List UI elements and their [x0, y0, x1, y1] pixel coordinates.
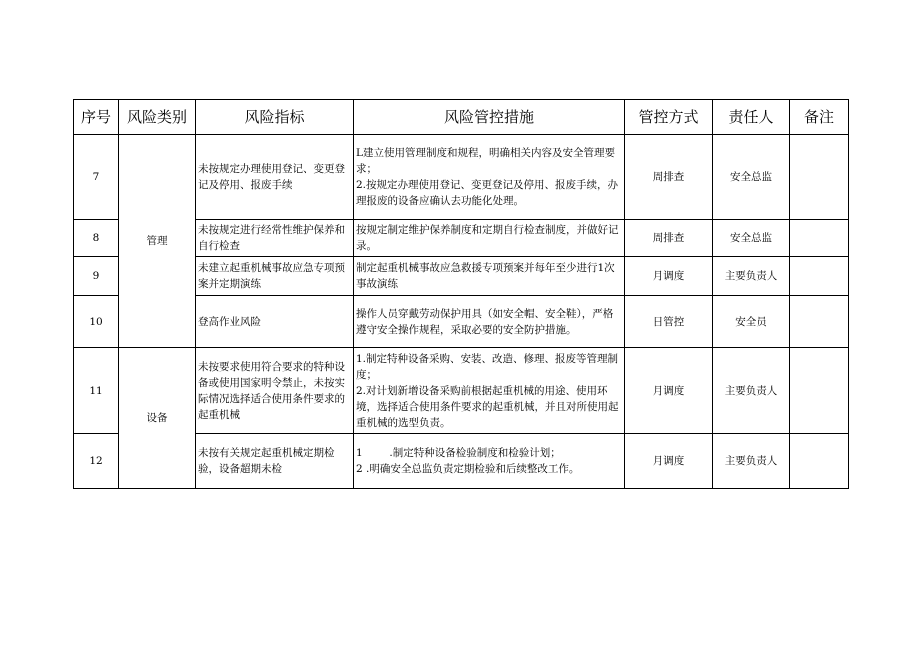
measure-line: 1 .制定特种设备检验制度和检验计划； — [356, 447, 561, 459]
method-cell: 周排查 — [625, 135, 713, 220]
indicator-cell: 未建立起重机械事故应急专项预案并定期演练 — [196, 257, 354, 296]
measures-cell — [354, 135, 625, 220]
owner-cell: 安全总监 — [713, 220, 790, 257]
row-no: 8 — [74, 220, 119, 257]
owner-cell: 安全总监 — [713, 135, 790, 220]
measures-cell — [354, 348, 625, 434]
row-no: 7 — [74, 135, 119, 220]
note-cell — [790, 220, 849, 257]
header-measures: 风险管控措施 — [354, 100, 625, 135]
measures-cell — [354, 257, 625, 296]
indicator-cell: 未按规定进行经常性维护保养和自行检查 — [196, 220, 354, 257]
row-no: 11 — [74, 348, 119, 434]
note-cell — [790, 257, 849, 296]
header-category: 风险类别 — [119, 100, 196, 135]
indicator-cell: 未按有关规定起重机械定期检验，设备超期未检 — [196, 434, 354, 489]
method-cell: 月调度 — [625, 257, 713, 296]
indicator-cell: 登高作业风险 — [196, 296, 354, 348]
measure-line: 2 .明确安全总监负责定期检验和后续整改工作。 — [356, 463, 580, 475]
header-method: 管控方式 — [625, 100, 713, 135]
owner-cell: 主要负责人 — [713, 434, 790, 489]
measures-cell — [354, 220, 625, 257]
owner-cell: 主要负责人 — [713, 348, 790, 434]
row-no: 10 — [74, 296, 119, 348]
measure-line: L建立使用管理制度和规程，明确相关内容及安全管理要求； — [356, 147, 615, 175]
measures-cell — [354, 296, 625, 348]
table-row — [74, 348, 849, 434]
row-no: 12 — [74, 434, 119, 489]
method-cell: 周排查 — [625, 220, 713, 257]
header-indicator: 风险指标 — [196, 100, 354, 135]
measure-line: 1.制定特种设备采购、安装、改造、修理、报废等管理制度； — [356, 352, 619, 381]
note-cell — [790, 135, 849, 220]
measure-line: 2.对计划新增设备采购前根据起重机械的用途、使用环境，选择适合使用条件要求的起重机械，并且对所使用起重机械的选型负责。 — [356, 384, 619, 429]
measure-line: 制定起重机械事故应急救援专项预案并每年至少进行1次事故演练 — [356, 262, 615, 290]
method-cell: 日管控 — [625, 296, 713, 348]
header-row — [74, 100, 849, 135]
owner-cell: 安全员 — [713, 296, 790, 348]
measures-cell — [354, 434, 625, 489]
measure-line: 2.按规定办理使用登记、变更登记及停用、报废手续，办理报废的设备应确认去功能化处理。 — [356, 179, 619, 207]
note-cell — [790, 348, 849, 434]
header-note: 备注 — [790, 100, 849, 135]
method-cell: 月调度 — [625, 348, 713, 434]
table-row — [74, 135, 849, 220]
risk-control-table — [73, 99, 849, 489]
measure-line: 按规定制定维护保养制度和定期自行检查制度，并做好记录。 — [356, 224, 619, 252]
note-cell — [790, 434, 849, 489]
indicator-cell: 未按规定办理使用登记、变更登记及停用、报废手续 — [196, 135, 354, 220]
row-no: 9 — [74, 257, 119, 296]
note-cell — [790, 296, 849, 348]
category-cell: 管理 — [119, 135, 196, 348]
header-owner: 责任人 — [713, 100, 790, 135]
indicator-cell: 未按要求使用符合要求的特种设备或使用国家明令禁止，未按实际情况选择适合使用条件要求的起重机械 — [196, 348, 354, 434]
measure-line: 操作人员穿戴劳动保护用具（如安全帽、安全鞋），严格遵守安全操作规程，采取必要的安全防护措施。 — [356, 307, 614, 336]
header-no: 序号 — [74, 100, 119, 135]
category-cell: 设备 — [119, 348, 196, 489]
method-cell: 月调度 — [625, 434, 713, 489]
owner-cell: 主要负责人 — [713, 257, 790, 296]
